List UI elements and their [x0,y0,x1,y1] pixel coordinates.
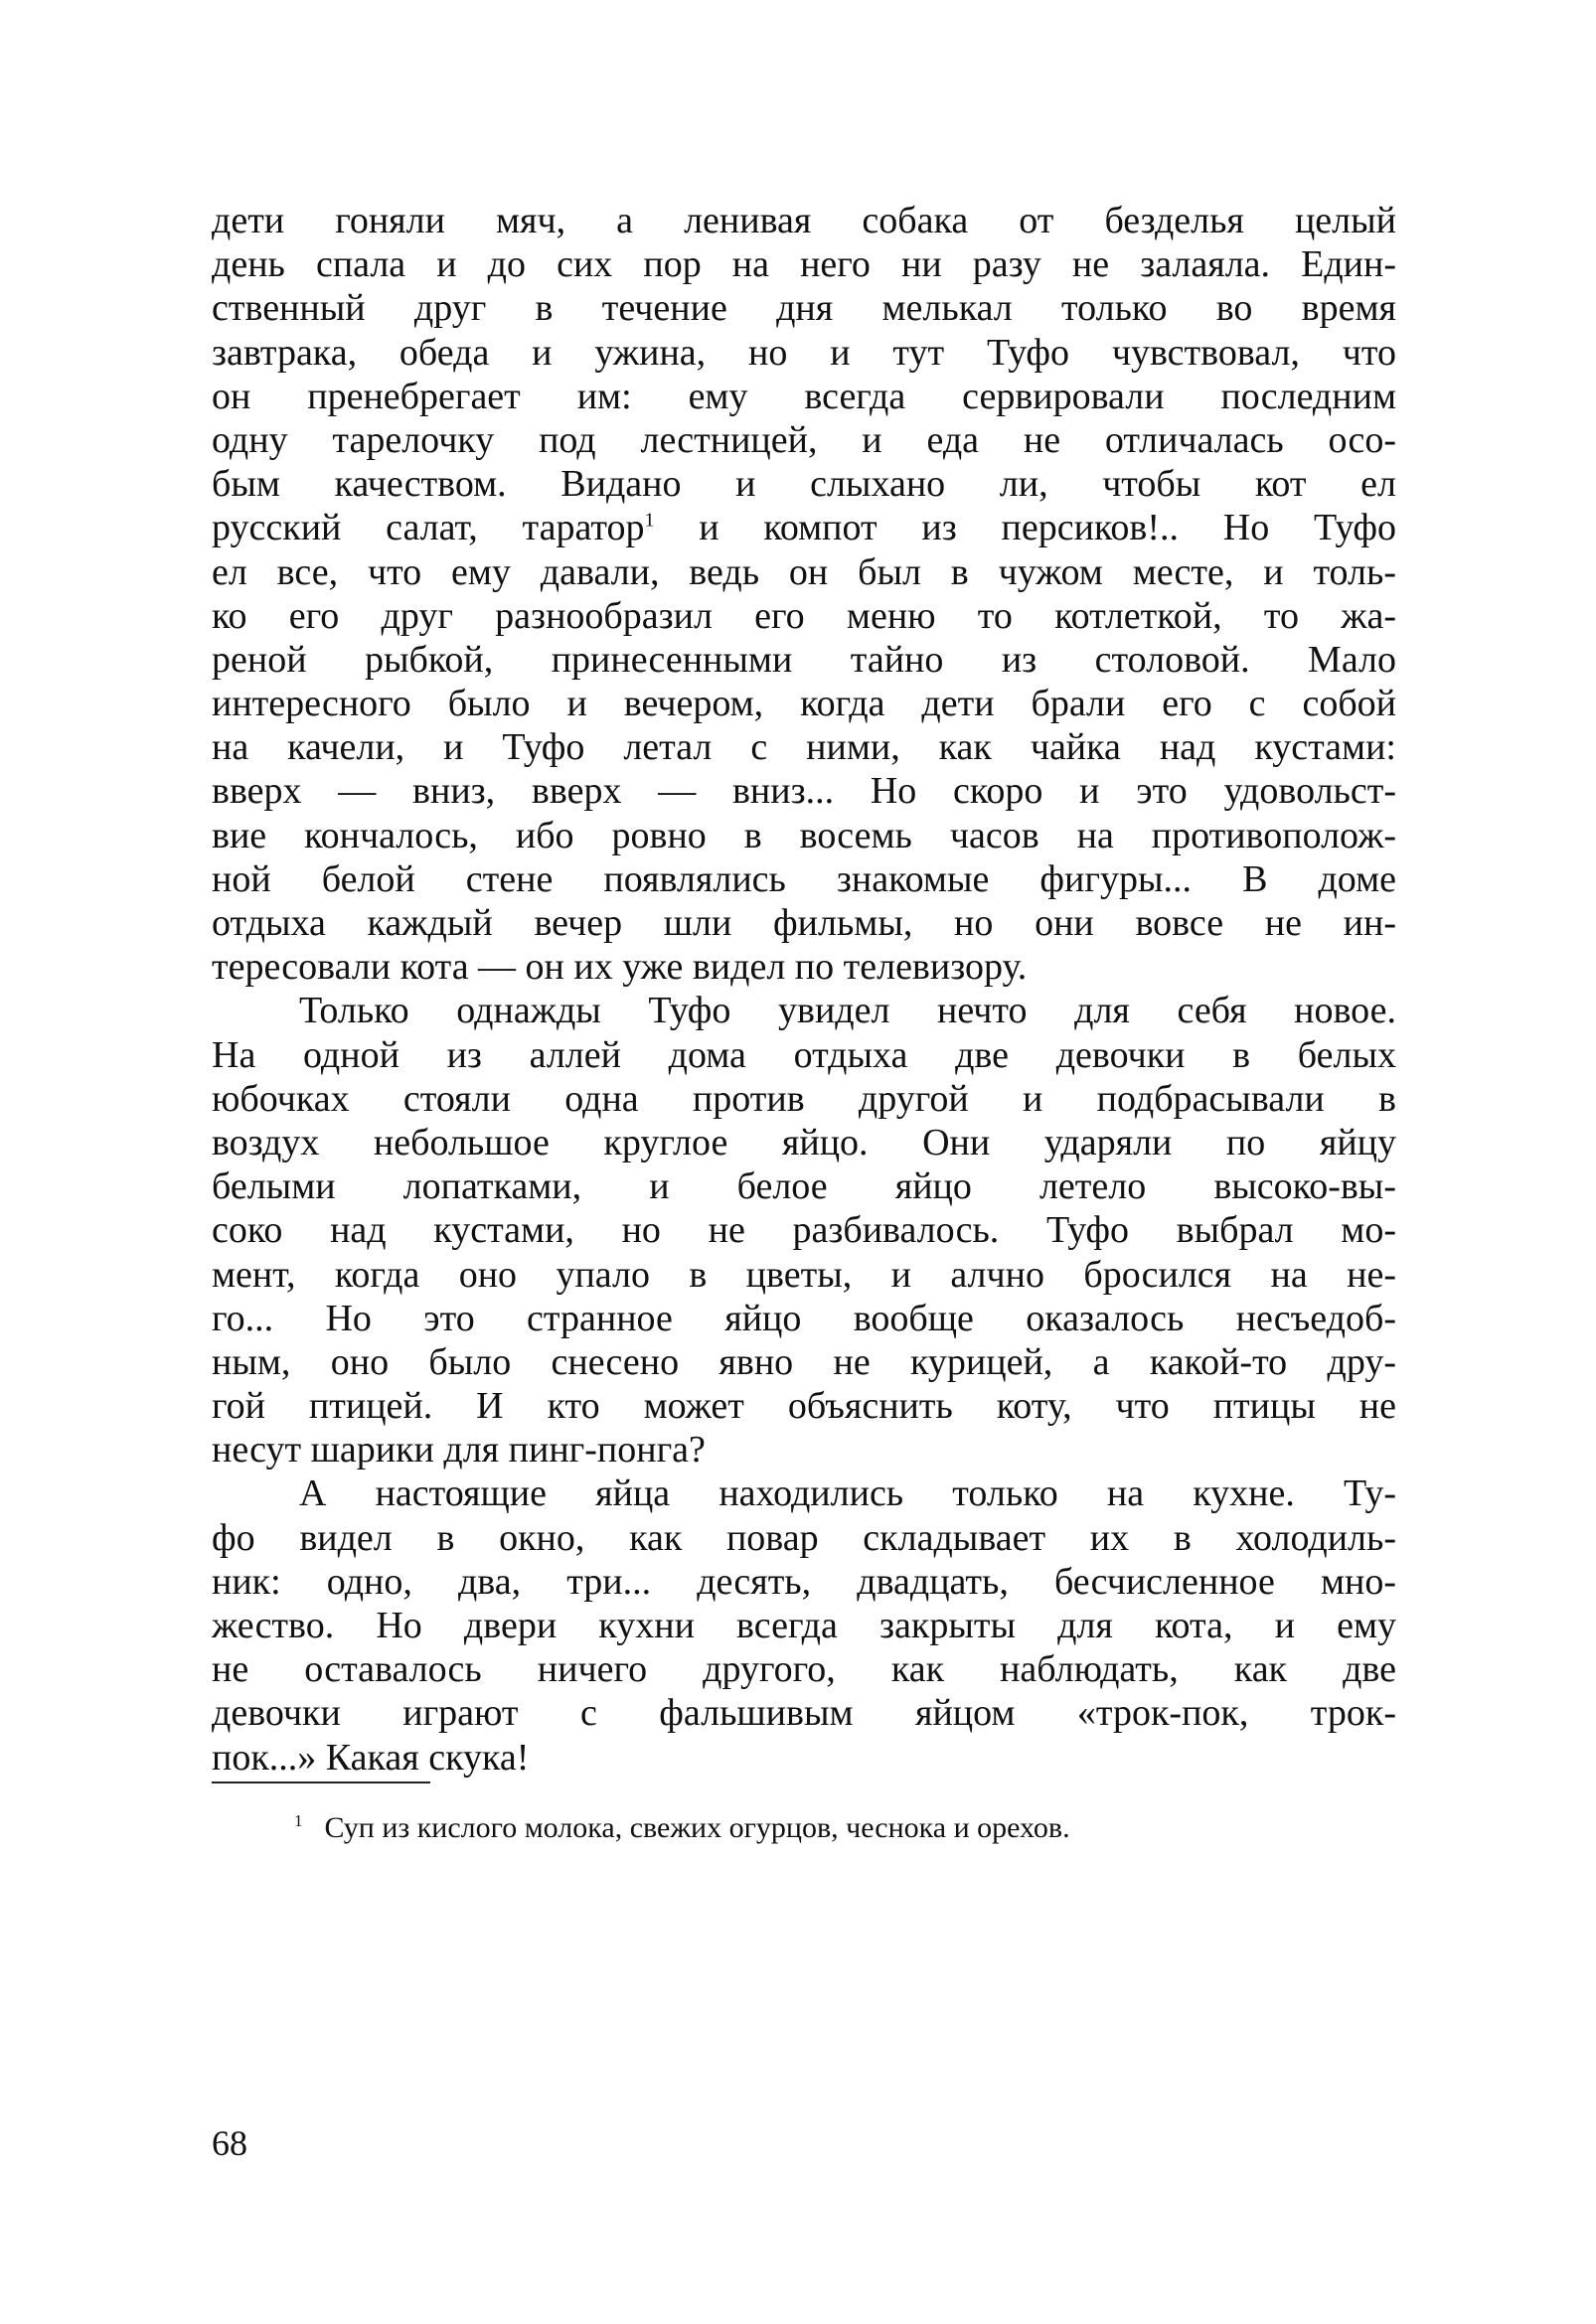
text-line: одну тарелочку под лестницей, и еда не отличалась осо- [212,418,1396,461]
text-line: ственный друг в течение дня мелькал только во время [212,287,1396,330]
footnote-divider [212,1782,430,1783]
text-line: ел все, что ему давали, ведь он был в чужом месте, и толь- [212,550,1396,593]
text-line: пок...» Какая скука! [212,1736,530,1779]
text-fragment: и компот из персиков!.. Но Туфо [654,507,1396,549]
text-line: день спала и до сих пор на него ни разу не залаяла. Един- [212,243,1396,286]
text-line: реной рыбкой, принесенными тайно из столовой. Мало [212,638,1396,681]
text-line: завтрака, обеда и ужина, но и тут Туфо чувствовал, что [212,331,1396,374]
text-line: ко его друг разнообразил его меню то котлеткой, то жа- [212,594,1396,637]
page-number: 68 [212,2123,247,2163]
text-line: бым качеством. Видано и слыхано ли, чтобы кот ел [212,463,1396,506]
text-line: воздух небольшое круглое яйцо. Они ударяли по яйцу [212,1121,1396,1163]
footnote-reference[interactable]: 1 [644,509,655,532]
text-line: отдыха каждый вечер шли фильмы, но они вовсе не ин- [212,902,1396,944]
text-line: дети гоняли мяч, а ленивая собака от безделья целый [212,200,1396,241]
text-line: На одной из аллей дома отдыха две девочки в белых [212,1033,1396,1076]
text-line: он пренебрегает им: ему всегда сервировали последним [212,375,1396,417]
text-line: го... Но это странное яйцо вообще оказалось несъедоб- [212,1297,1396,1339]
text-line: вверх — вниз, вверх — вниз... Но скоро и это удовольст- [212,770,1396,813]
text-line: девочки играют с фальшивым яйцом «трок-пок, трок- [212,1692,1396,1735]
text-line: А настоящие яйца находились только на кухне. Ту- [299,1472,1396,1515]
text-line: ным, оно было снесено явно не курицей, а какой-то дру- [212,1340,1396,1383]
text-line: белыми лопатками, и белое яйцо летело высоко-вы- [212,1165,1396,1208]
footnote-text: Суп из кислого молока, свежих огурцов, чеснока и орехов. [324,1811,1070,1844]
text-line: жество. Но двери кухни всегда закрыты для кота, и ему [212,1605,1396,1646]
text-fragment: русский салат, таратор [212,507,645,549]
text-line: ной белой стене появлялись знакомые фигуры... В доме [212,857,1396,900]
text-line: гой птицей. И кто может объяснить коту, что птицы не [212,1385,1396,1428]
text-line: тересовали кота — он их уже видел по телевизору. [212,946,1028,989]
text-line: несут шарики для пинг-понга? [212,1429,706,1472]
text-line: соко над кустами, но не разбивалось. Туфо выбрал мо- [212,1209,1396,1252]
text-line: интересного было и вечером, когда дети брали его с собой [212,683,1396,725]
text-line: мент, когда оно упало в цветы, и алчно бросился на не- [212,1253,1396,1296]
footnote [294,1808,1396,1848]
text-line: на качели, и Туфо летал с ними, как чайка над кустами: [212,726,1396,769]
text-line-with-footnote [212,506,1396,549]
text-line: юбочках стояли одна против другой и подбрасывали в [212,1077,1396,1120]
footnote-marker: 1 [294,1811,303,1830]
body-text [212,199,1396,1780]
text-line: ник: одно, два, три... десять, двадцать, бесчисленное мно- [212,1560,1396,1603]
text-line: фо видел в окно, как повар складывает их в холодиль- [212,1516,1396,1559]
text-line: вие кончалось, ибо ровно в восемь часов на противополож- [212,814,1396,856]
text-line: Только однажды Туфо увидел нечто для себя новое. [299,990,1396,1032]
text-line: не оставалось ничего другого, как наблюдать, как две [212,1648,1396,1691]
